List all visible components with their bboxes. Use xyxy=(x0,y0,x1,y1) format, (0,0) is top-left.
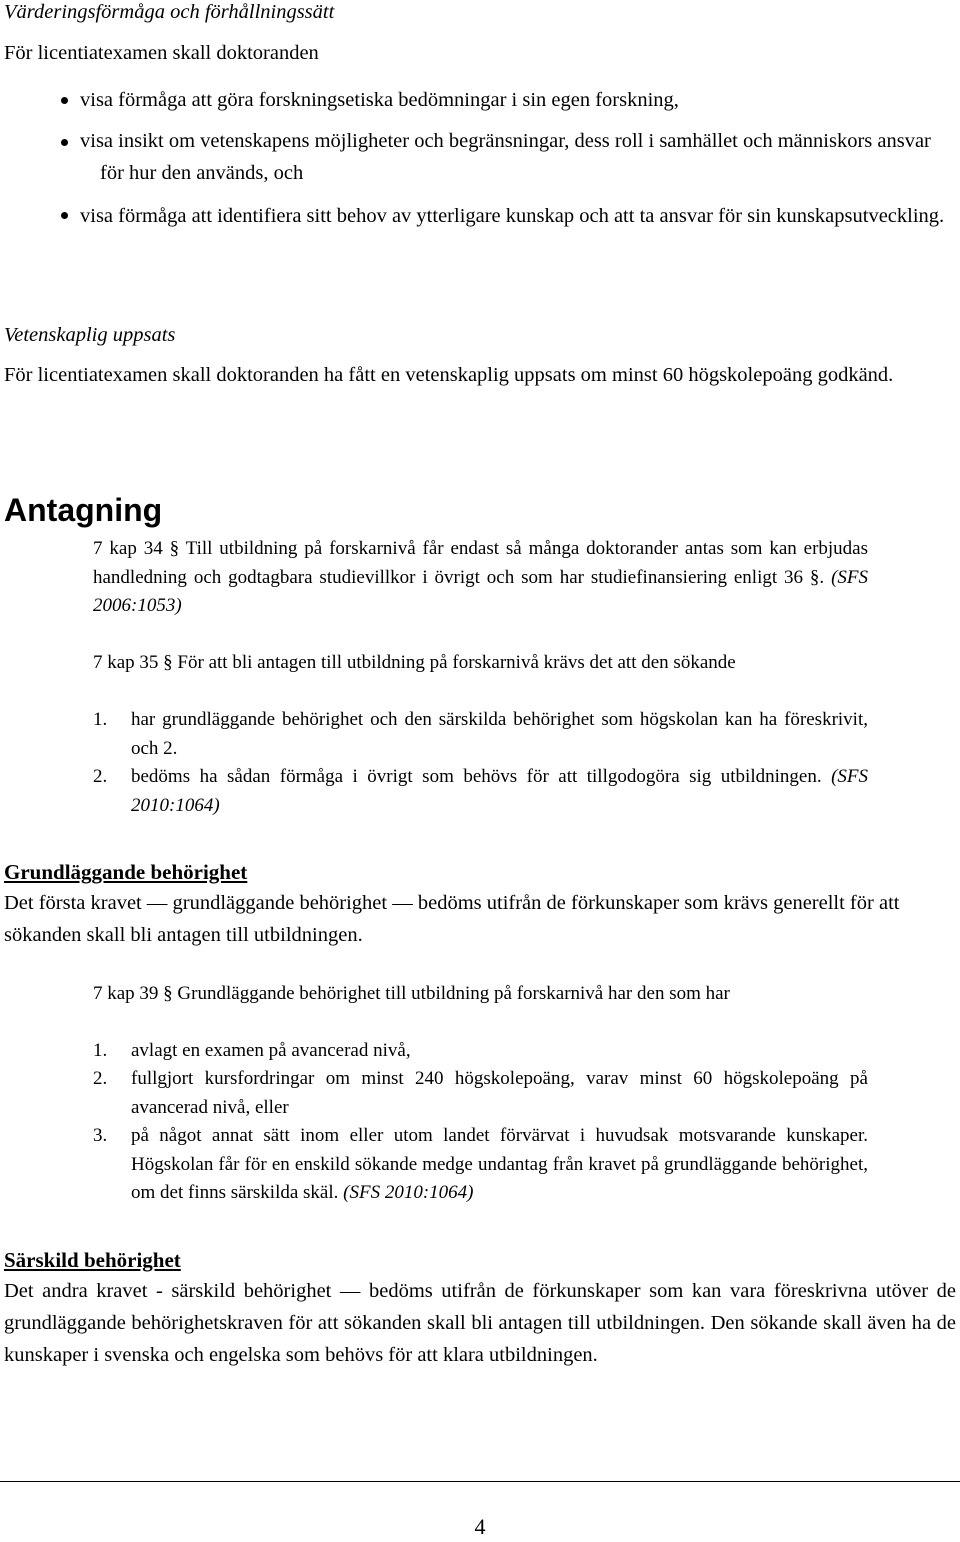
basic-list-item: 1. avlagt en examen på avancerad nivå, xyxy=(93,1040,411,1061)
admission-law-34: 7 kap 34 § Till utbildning på forskarnivå får endast så många doktorander antas som kan erbjudas handledning och godtagbara studievillkor i övrigt och som har studiefinansiering enligt 36 §. (SFS 2006:1053) xyxy=(93,538,868,616)
bullet-icon xyxy=(61,212,68,219)
bullet-icon xyxy=(61,97,68,104)
basic-law-39-intro: 7 kap 39 § Grundläggande behörighet till utbildning på forskarnivå har den som har xyxy=(93,983,730,1004)
thesis-text: För licentiatexamen skall doktoranden ha fått en vetenskaplig uppsats om minst 60 högskolepoäng godkänd. xyxy=(4,364,894,386)
section-heading-thesis: Vetenskaplig uppsats xyxy=(4,324,176,346)
values-bullet-item: visa förmåga att göra forskningsetiska bedömningar i sin egen forskning, xyxy=(80,89,679,111)
admission-law-34-ref: (SFS 2006:1053) xyxy=(93,566,868,616)
section-heading-admission: Antagning xyxy=(4,492,163,528)
section-heading-special: Särskild behörighet xyxy=(4,1248,181,1272)
basic-law-39-ref: (SFS 2010:1064) xyxy=(343,1182,474,1203)
admission-list-item: 2. bedöms ha sådan förmåga i övrigt som behövs för att tillgodogöra sig utbildningen. (SFS 2010:1064) xyxy=(93,766,868,816)
admission-law-35-ref: (SFS 2010:1064) xyxy=(131,766,868,816)
admission-list-item: 1. har grundläggande behörighet och den särskilda behörighet som högskolan kan ha föreskrivit, och 2. xyxy=(93,709,868,759)
special-text: Det andra kravet - särskild behörighet — bedöms utifrån de förkunskaper som kan vara föreskrivna utöver de grundläggande behörighetskraven för att sökanden skall bli antagen till utbildningen. Den sökande skall även ha de kunskaper i svenska och engelska som behövs för att klara utbildningen. xyxy=(4,1280,956,1366)
values-intro: För licentiatexamen skall doktoranden xyxy=(4,42,319,64)
basic-text: Det första kravet — grundläggande behörighet — bedöms utifrån de förkunskaper som krävs generellt för att sökanden skall bli antagen till utbildningen. xyxy=(4,892,900,946)
values-bullet-item: visa insikt om vetenskapens möjligheter och begränsningar, dess roll i samhället och människors ansvar för hur den används, och xyxy=(80,130,931,184)
basic-list-item: 2. fullgjort kursfordringar om minst 240 högskolepoäng, varav minst 60 högskolepoäng på avancerad nivå, eller xyxy=(93,1068,868,1118)
footer-divider xyxy=(0,1481,960,1482)
basic-list-item: 3. på något annat sätt inom eller utom landet förvärvat i huvudsak motsvarande kunskaper. Högskolan får för en enskild sökande medge undantag från kravet på grundläggande behörighet, om det finns särskilda skäl. (SFS 2010:1064) xyxy=(93,1125,868,1203)
page-number: 4 xyxy=(474,1514,486,1539)
bullet-icon xyxy=(61,139,68,146)
admission-law-35-intro: 7 kap 35 § För att bli antagen till utbildning på forskarnivå krävs det att den sökande xyxy=(93,652,736,673)
section-heading-values: Värderingsförmåga och förhållningssätt xyxy=(4,1,335,23)
section-heading-basic: Grundläggande behörighet xyxy=(4,860,248,884)
values-bullet-item: visa förmåga att identifiera sitt behov av ytterligare kunskap och att ta ansvar för sin kunskapsutveckling. xyxy=(80,205,945,227)
